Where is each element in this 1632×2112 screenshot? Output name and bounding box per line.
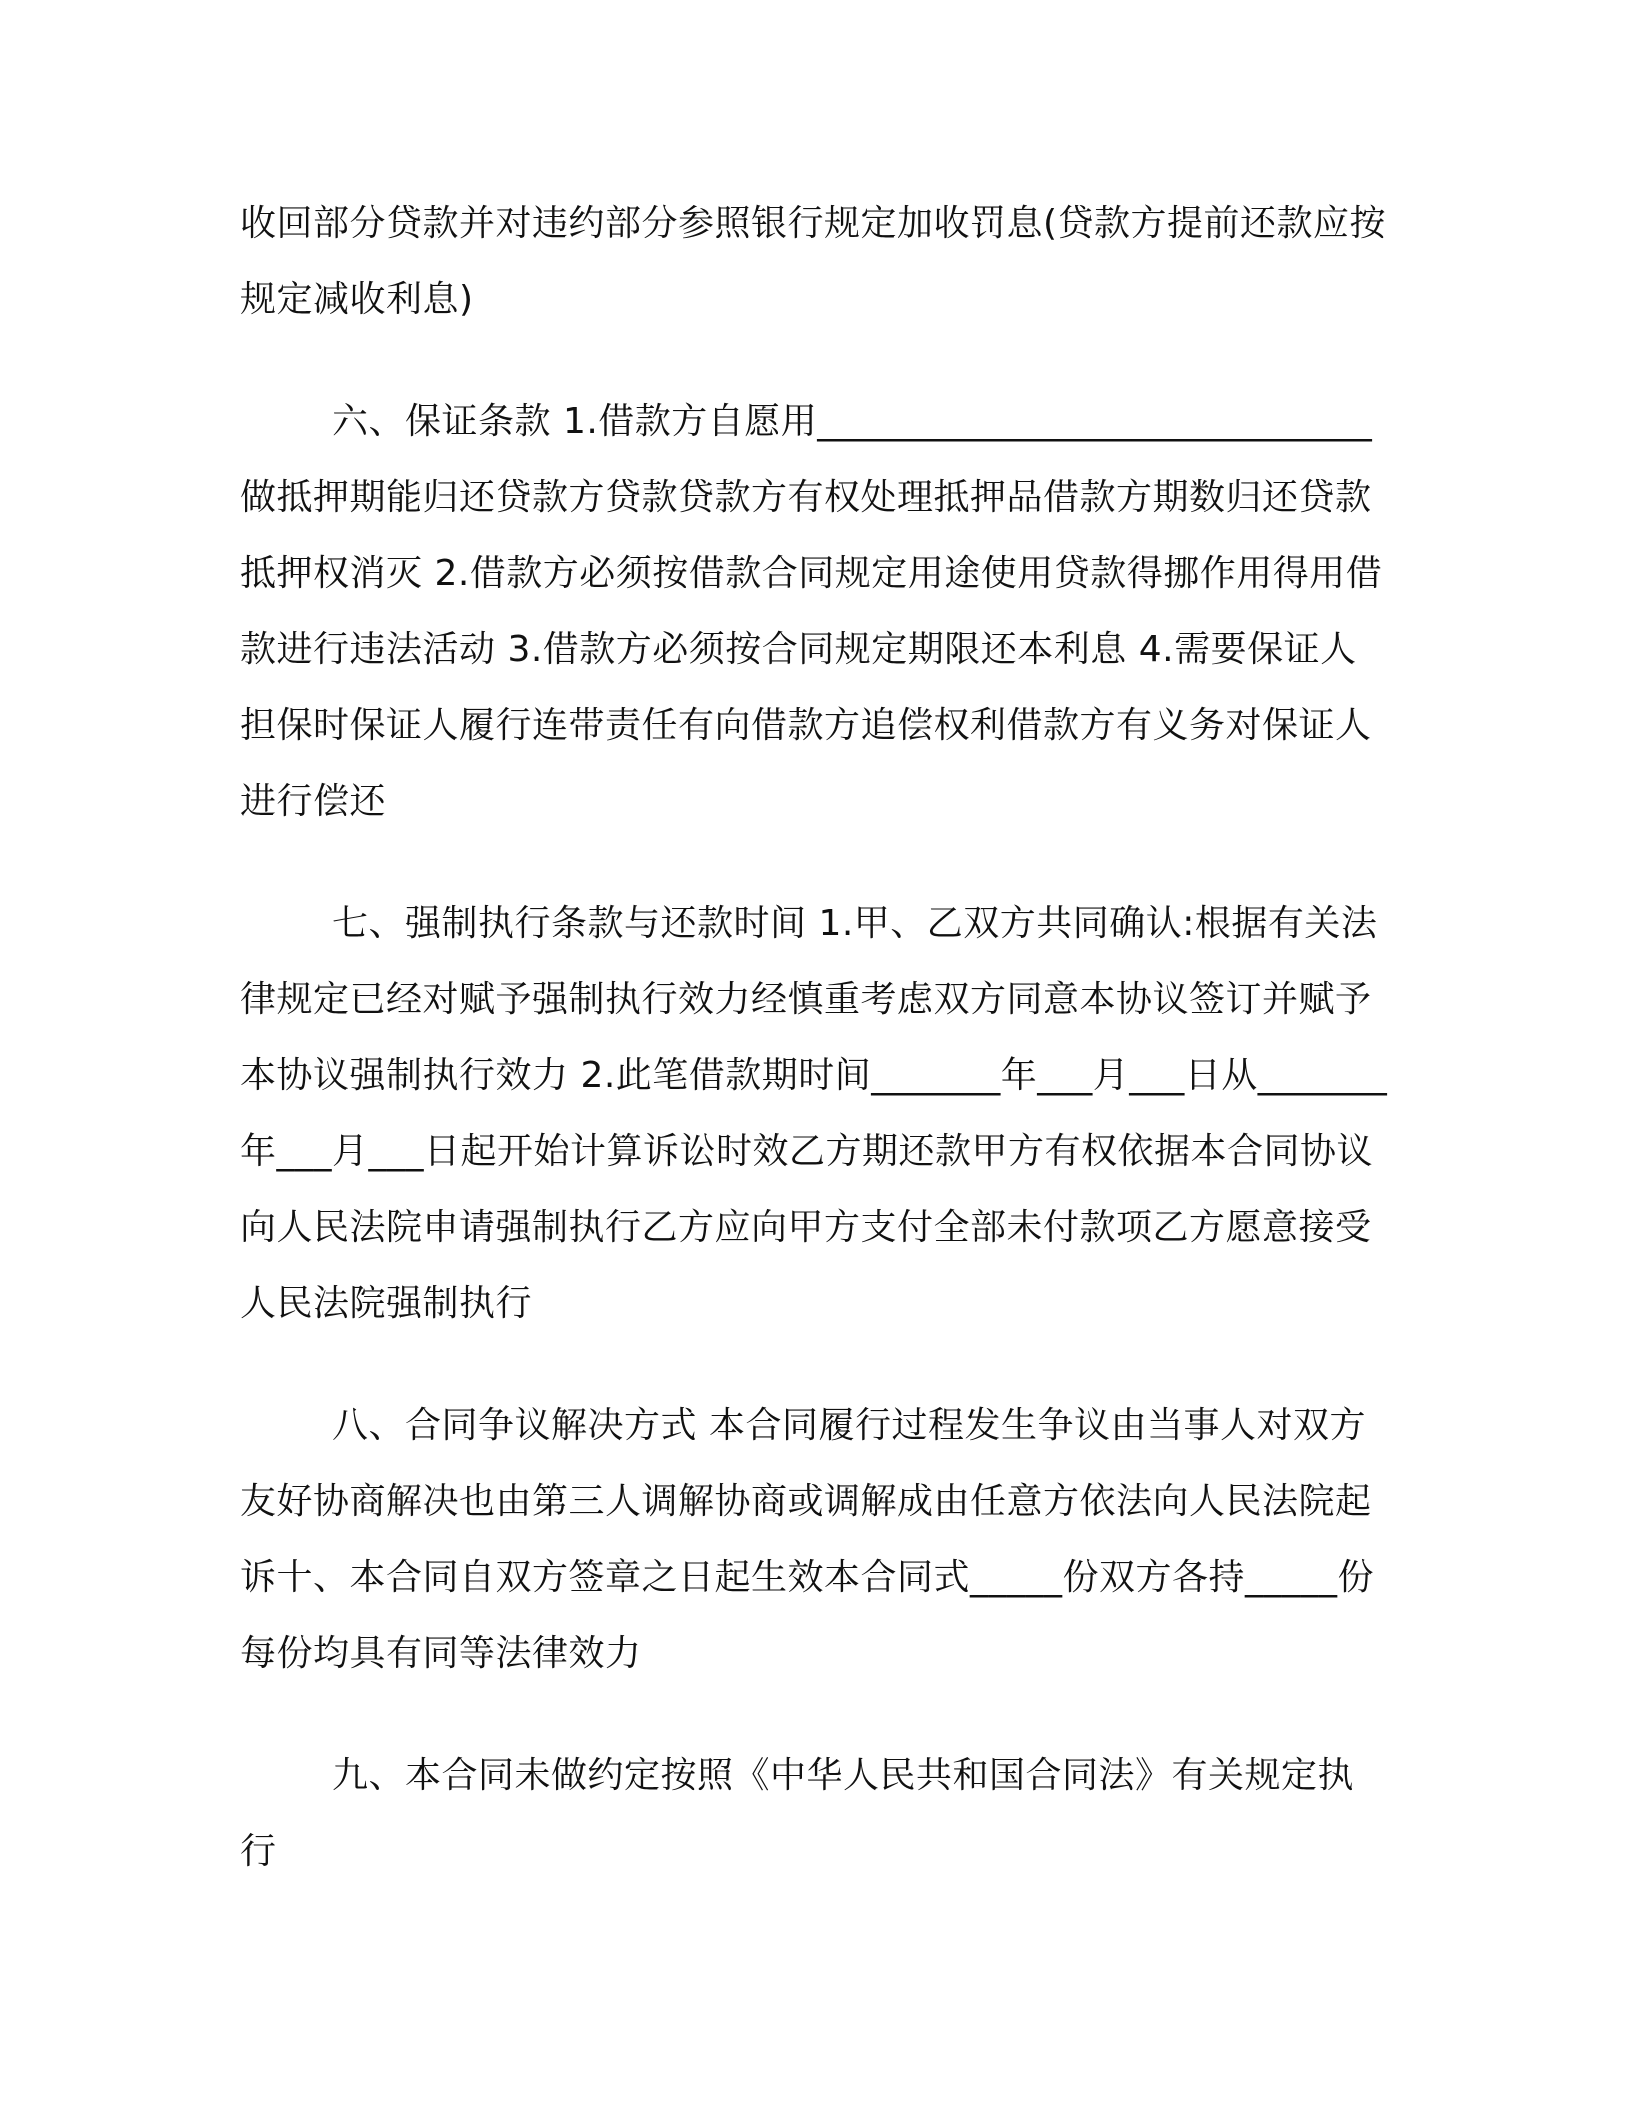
paragraph-section-6-guarantee: 六、保证条款 1.借款方自愿用______________________________做抵押期能归还贷款方贷款贷款方有权处理抵押品借款方期数归还贷款抵押权消灭 2.借款方必须按借款合同规定用途使用贷款得挪作用得用借款进行违法活动 3.借款方必须按合同规定期限还本利息 4.需要保证人担保时保证人履行连带责任有向借款方追偿权利借款方有义务对保证人进行偿还 (240, 401, 1383, 822)
paragraph-continuation: 收回部分贷款并对违约部分参照银行规定加收罚息(贷款方提前还款应按规定减收利息) (240, 203, 1387, 320)
paragraph-section-8-dispute: 八、合同争议解决方式 本合同履行过程发生争议由当事人对双方友好协商解决也由第三人调解协商或调解成由任意方依法向人民法院起诉十、本合同自双方签章之日起生效本合同式_____份双方各持_____份每份均具有同等法律效力 (240, 1405, 1375, 1674)
paragraph-section-7-enforcement: 七、强制执行条款与还款时间 1.甲、乙双方共同确认:根据有关法律规定已经对赋予强制执行效力经慎重考虑双方同意本协议签订并赋予本协议强制执行效力 2.此笔借款期时间_______年___月___日从_______年___月___日起开始计算诉讼时效乙方期还款甲方有权依据本合同协议向人民法院申请强制执行乙方应向甲方支付全部未付款项乙方愿意接受人民法院强制执行 (240, 903, 1388, 1324)
document-body (240, 186, 1390, 1936)
paragraph-section-9-law: 九、本合同未做约定按照《中华人民共和国合同法》有关规定执行 (240, 1755, 1355, 1872)
